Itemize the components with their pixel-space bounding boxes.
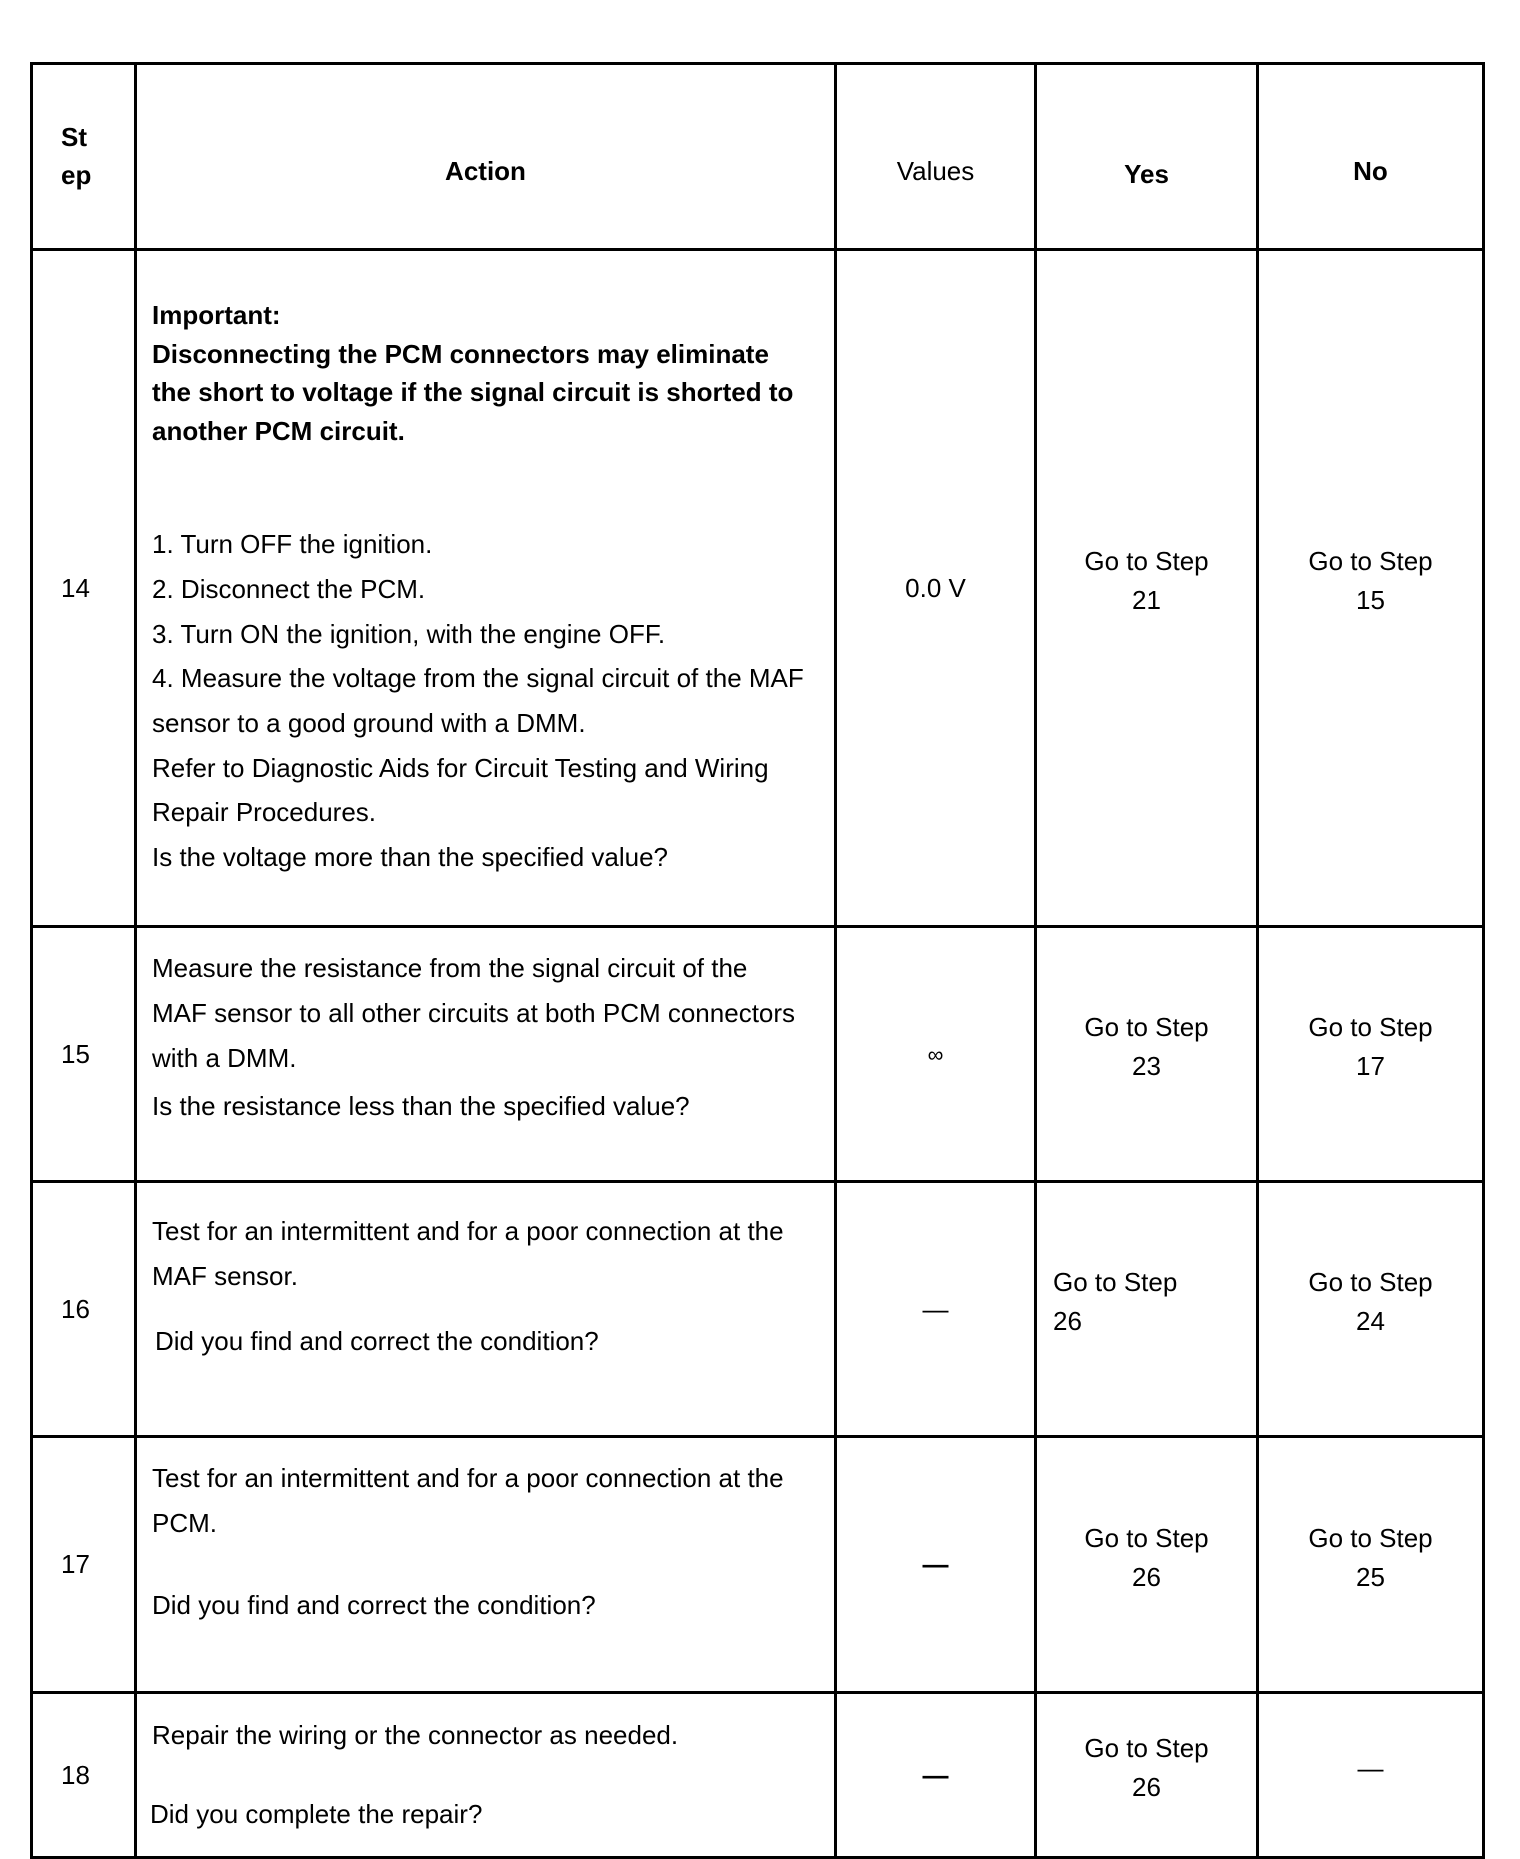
value-cell [836,1693,1036,1858]
question-text: Is the voltage more than the specified value? [152,842,668,873]
action-cell [136,927,836,1182]
refer-text: Refer to Diagnostic Aids for Circuit Testing and Wiring Repair Procedures. [152,752,769,828]
question-text: Is the resistance less than the specified value? [152,1090,690,1121]
value-cell: — [836,1182,1036,1437]
procedure-item: 3. Turn ON the ignition, with the engine OFF. [152,612,804,657]
yes-goto-step: 26 [1053,1306,1082,1336]
action-cell [136,1182,836,1437]
header-no: No [1258,64,1484,250]
table-row-step-14 [32,250,1484,927]
action-cell [136,250,836,927]
yes-cell [1036,250,1258,927]
no-goto-step: 25 [1356,1561,1385,1592]
yes-goto-label: Go to Step [1084,1522,1209,1553]
question-text: Did you complete the repair? [150,1799,483,1829]
step-number: 16 [32,1182,136,1437]
procedure-list [152,522,804,880]
header-step-line1: St [61,121,87,152]
action-text: Test for an intermittent and for a poor connection at the PCM. [152,1463,784,1538]
question-text: Did you find and correct the condition? [152,1589,596,1620]
table-row-step-17 [32,1437,1484,1693]
no-cell [1258,1182,1484,1437]
procedure-item: 2. Disconnect the PCM. [152,567,804,612]
value-cell: ∞ [836,927,1036,1182]
no-cell [1258,1437,1484,1693]
yes-goto-label: Go to Step [1084,1012,1209,1042]
action-text: Measure the resistance from the signal circuit of the MAF sensor to all other circuits at both PCM connectors with a DMM. [152,953,796,1073]
yes-cell [1036,1437,1258,1693]
action-cell [136,1437,836,1693]
header-values: Values [836,64,1036,250]
action-cell [136,1693,836,1858]
value-dash: — [922,1759,949,1790]
yes-goto-label: Go to Step [1053,1267,1178,1297]
header-step [32,64,136,250]
action-text: Test for an intermittent and for a poor connection at the MAF sensor. [152,1215,784,1291]
yes-goto-step: 23 [1132,1051,1161,1081]
action-text: Repair the wiring or the connector as needed. [152,1720,679,1750]
value-cell [836,1437,1036,1693]
yes-cell [1036,1182,1258,1437]
no-goto-step: 15 [1356,585,1385,615]
no-goto-label: Go to Step [1308,546,1433,576]
procedure-item: 4. Measure the voltage from the signal circuit of the MAF sensor to a good ground with a DMM. [152,656,804,745]
yes-cell [1036,927,1258,1182]
yes-cell [1036,1693,1258,1858]
yes-goto-step: 21 [1132,585,1161,615]
value-cell: 0.0 V [836,250,1036,927]
header-yes: Yes [1036,64,1258,250]
yes-goto-label: Go to Step [1084,546,1209,576]
header-action: Action [136,64,836,250]
yes-goto-step: 26 [1132,1772,1161,1802]
no-goto-label: Go to Step [1308,1267,1433,1297]
no-cell [1258,250,1484,927]
no-cell [1258,1693,1484,1858]
important-label: Important: [152,300,281,331]
step-number: 15 [32,927,136,1182]
value-dash: — [922,1549,949,1579]
table-row-step-18 [32,1693,1484,1858]
yes-goto-step: 26 [1132,1561,1161,1592]
procedure-item: 1. Turn OFF the ignition. [152,522,804,567]
no-goto-label: Go to Step [1308,1522,1433,1553]
table-row-step-15 [32,927,1484,1182]
no-cell [1258,927,1484,1182]
header-row [32,64,1484,250]
step-number: 14 [32,250,136,927]
step-number: 17 [32,1437,136,1693]
no-goto-step: 24 [1356,1306,1385,1336]
question-text: Did you find and correct the condition? [155,1326,599,1357]
yes-goto-label: Go to Step [1084,1733,1209,1763]
step-number: 18 [32,1693,136,1858]
no-goto-step: 17 [1356,1051,1385,1081]
no-value-dash: — [1357,1752,1384,1783]
no-goto-label: Go to Step [1308,1012,1433,1042]
diagnostic-table [30,62,1485,1859]
important-text: Disconnecting the PCM connectors may eliminate the short to voltage if the signal circuit is shorted to another PCM circuit. [152,338,794,446]
table-row-step-16 [32,1182,1484,1437]
header-step-line2: ep [61,159,92,190]
